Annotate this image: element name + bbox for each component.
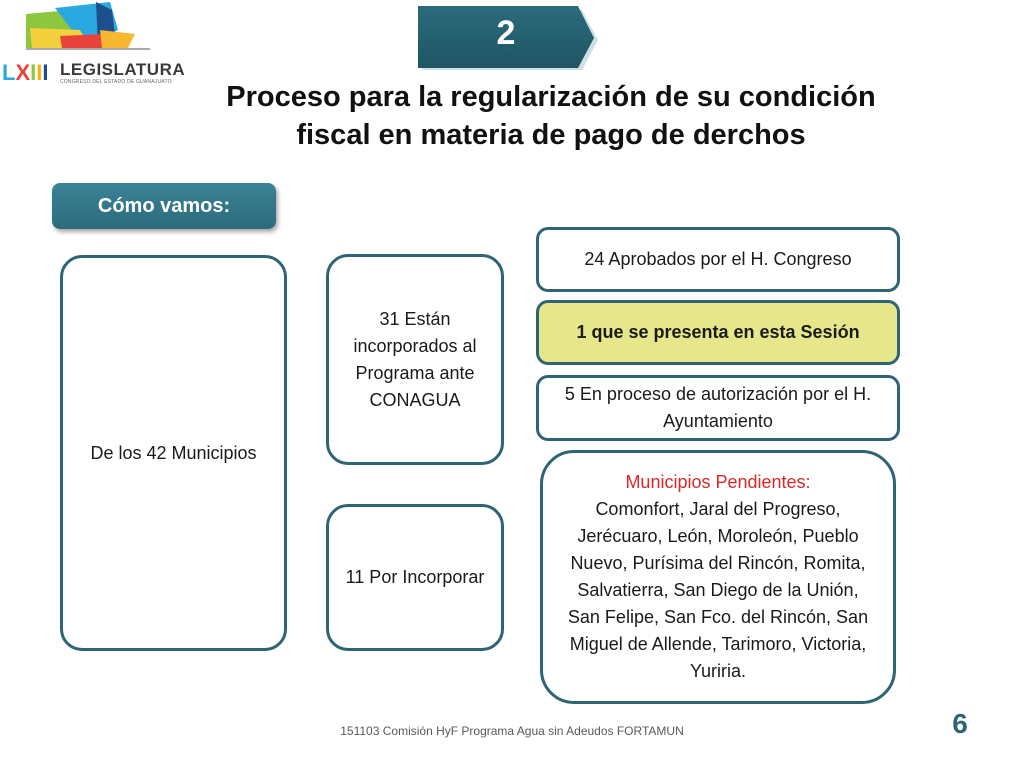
- incorporated-text: 31 Están incorporados al Programa ante CONAGUA: [353, 308, 477, 410]
- logo-name: LEGISLATURA: [60, 60, 186, 79]
- in-process-box: [536, 375, 900, 441]
- to-incorporate-box: [326, 504, 504, 651]
- total-municipalities-box: [60, 255, 287, 651]
- incorporated-box: [326, 254, 504, 465]
- total-municipalities-text: De los 42 Municipios: [90, 442, 257, 463]
- footer-text: 151103 Comisión HyF Programa Agua sin Adeudos FORTAMUN: [340, 724, 684, 738]
- pending-heading: Municipios Pendientes:: [625, 472, 811, 492]
- section-number: 2: [496, 14, 516, 52]
- this-session-box: [536, 300, 900, 365]
- pending-municipalities-box: [540, 450, 896, 704]
- to-incorporate-text: 11 Por Incorporar: [345, 567, 485, 587]
- svg-text:LXIII: LXIII: [2, 60, 49, 85]
- this-session-text: 1 que se presenta en esta Sesión: [576, 322, 860, 342]
- approved-box: [536, 227, 900, 292]
- page-number: 6: [952, 708, 968, 739]
- logo-subtitle: CONGRESO DEL ESTADO DE GUANAJUATO: [60, 79, 172, 85]
- pending-list: Comonfort, Jaral del Progreso, Jerécuaro, León, Moroleón, Pueblo Nuevo, Purísima del Rincón, Romita, Salvatierra, San Diego de la Unión, San Felipe, San Fco. del Rincón, San Miguel de Allende, Tarimoro, Victoria, Yuriria.: [567, 499, 869, 681]
- in-process-text: 5 En proceso de autorización por el H. Ayuntamiento: [564, 384, 872, 431]
- status-label: Cómo vamos:: [52, 183, 276, 229]
- slide-title: Proceso para la regularización de su condición fiscal en materia de pago de derchos: [226, 81, 876, 151]
- approved-text: 24 Aprobados por el H. Congreso: [584, 249, 852, 269]
